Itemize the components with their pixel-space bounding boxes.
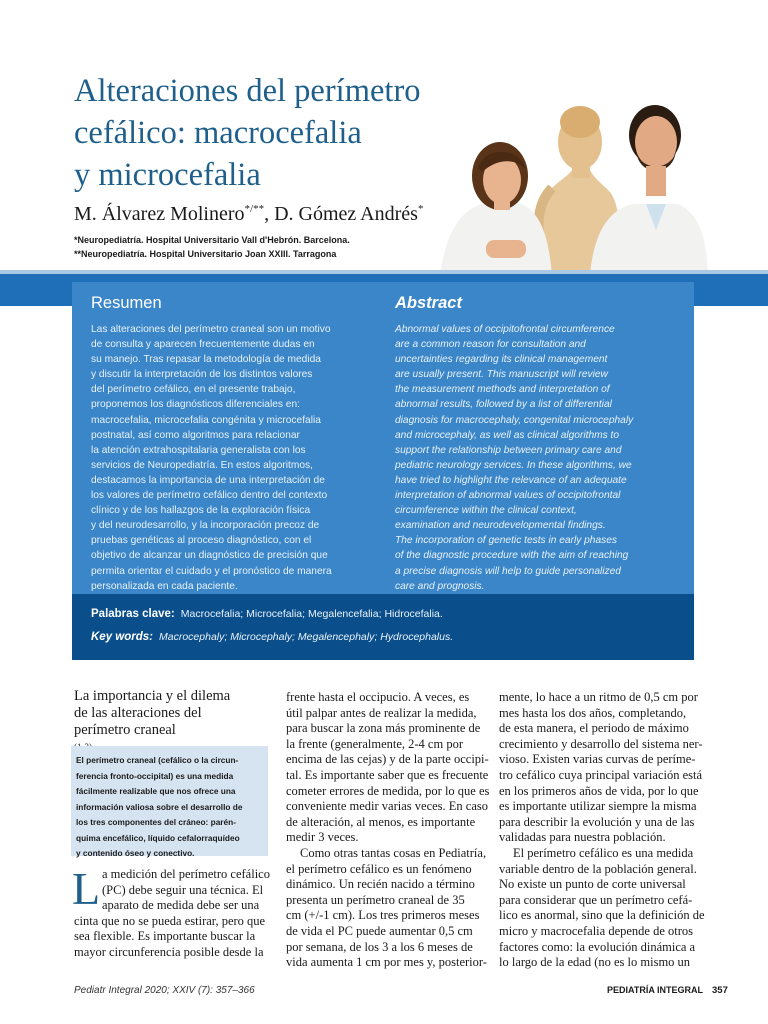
text-line: de alteración, al menos, es importante	[286, 814, 476, 829]
title-line: y microcefalia	[74, 157, 261, 193]
text-line: personalizada en cada paciente.	[91, 580, 238, 592]
text-line: conveniente medir varias veces. En caso	[286, 799, 488, 814]
text-line: medir 3 veces.	[286, 830, 359, 845]
text-line: la frente (generalmente, 2-4 cm por	[286, 736, 463, 751]
keywords-panel	[72, 594, 694, 660]
text-line: los tres componentes del cráneo: parén-	[76, 817, 236, 827]
text-line: vida aumenta 1 cm por mes y, posterior-	[286, 955, 487, 970]
text-line: micro y macrocefalia depende de otros	[499, 923, 694, 938]
text-line: presenta un perímetro craneal de 35	[286, 892, 465, 907]
text-line: por semana, de los 3 a los 6 meses de	[286, 939, 473, 954]
affiliation: *Neuropediatría. Hospital Universitario Vall d'Hebrón. Barcelona.	[74, 235, 350, 245]
text-line: variable dentro de la población general.	[499, 861, 697, 876]
text-line: su manejo. Tras repasar la metodología de medida	[91, 354, 321, 366]
text-line: Abnormal values of occipitofrontal circumference	[395, 324, 615, 335]
text-line: lico es anormal, sino que la definición de	[499, 908, 705, 923]
text-line: proponemos los diagnósticos diferenciales en:	[91, 399, 300, 411]
text-line: support the relationship between primary care and	[395, 444, 622, 456]
text-line: vioso. Existen varias curvas de períme-	[499, 752, 696, 767]
text-line: a medición del perímetro cefálico	[102, 867, 270, 881]
text-line: mayor circunferencia posible desde la	[74, 944, 264, 959]
text-line: la atención extrahospitalaria generalista con los	[91, 444, 306, 456]
body-column-3	[499, 690, 705, 971]
text-line: No existe un punto de corte universal	[499, 877, 686, 892]
text-line: para considerar que un perímetro cefá-	[499, 892, 693, 907]
text-line: fácilmente realizable que nos ofrece una	[76, 786, 236, 796]
text-line: los valores de perímetro cefálico dentro del contexto	[91, 490, 328, 502]
text-line: interpretation of abnormal values of occipitofrontal	[395, 490, 621, 502]
text-line: and microcephaly, as well as clinical algorithms to	[395, 429, 620, 441]
text-line: clínico y de los hallazgos de la exploración física	[91, 505, 311, 517]
text-line: de consulta y aparecen frecuentemente dudas en	[91, 339, 315, 351]
highlight-text	[76, 753, 242, 862]
keywords-en-text: Macrocephaly; Microcephaly; Megalencephaly; Hydrocephalus.	[159, 631, 454, 643]
text-line: cinta que no se pueda estirar, pero que	[74, 913, 266, 928]
text-line: lo largo de la edad (no es lo mismo un	[499, 955, 691, 970]
text-line: examination and neurodevelopmental findings.	[395, 520, 606, 532]
abstract-heading: Abstract	[395, 294, 462, 312]
text-line: tal. Es importante saber que es frecuente	[286, 767, 489, 782]
resumen-text	[91, 322, 332, 594]
text-line: de esta manera, el periodo de máximo	[499, 721, 689, 736]
text-line: The incorporation of genetic tests in early phases	[395, 535, 617, 547]
authors	[74, 203, 423, 226]
text-line: dinámico. Un recién nacido a término	[286, 877, 475, 892]
text-line: care and prognosis.	[395, 580, 485, 592]
article-title	[74, 70, 494, 196]
magazine-name: PEDIATRÍA INTEGRAL	[607, 985, 703, 995]
text-line: El perímetro craneal (cefálico o la circun-	[76, 755, 239, 765]
text-line: El perímetro cefálico es una medida	[513, 845, 694, 860]
text-line: y contenido óseo y conectivo.	[76, 848, 195, 858]
title-line: cefálico: macrocefalia	[74, 115, 362, 151]
text-line: para buscar la zona más prominente de	[286, 721, 481, 736]
heading-line: La importancia y el dilema	[74, 688, 231, 704]
text-line: have tried to highlight the relevance of an adequate	[395, 474, 627, 486]
text-line: are a common reason for consultation and	[395, 339, 586, 351]
resumen-heading: Resumen	[91, 294, 162, 312]
text-line: para describir la evolución y una de las	[499, 814, 695, 829]
text-line: aparato de medida debe ser una	[102, 898, 260, 913]
text-line: crecimiento y desarrollo del sistema ner-	[499, 736, 703, 751]
text-line: macrocefalia, microcefalia congénita y microcefalia	[91, 414, 321, 426]
text-line: quima encefálico, líquido cefalorraquídeo	[76, 832, 240, 843]
text-line: el perímetro cefálico es un fenómeno	[286, 861, 472, 876]
author-photo	[440, 80, 708, 275]
text-line: (PC) debe seguir una técnica. El	[102, 882, 264, 897]
text-line: objetivo de alcanzar un diagnóstico de precisión que	[91, 550, 328, 562]
drop-cap: L	[72, 863, 101, 914]
author-name: , D. Gómez Andrés	[264, 203, 418, 225]
text-line: factores como: la evolución dinámica a	[499, 939, 696, 954]
keywords-en	[91, 631, 453, 643]
title-line: Alteraciones del perímetro	[74, 73, 421, 109]
text-line: mente, lo hace a un ritmo de 0,5 cm por	[499, 690, 698, 704]
text-line: información valiosa sobre el desarrollo de	[76, 801, 243, 812]
body-column-1	[72, 863, 270, 961]
text-line: encima de las cejas) y de la parte occipi-	[286, 752, 489, 767]
text-line: y del neurodesarrollo, y la incorporación precoz de	[91, 520, 320, 532]
keywords-es-text: Macrocefalia; Microcefalia; Megalencefalia; Hidrocefalia.	[180, 608, 443, 620]
author-affiliation-mark: */**	[244, 203, 265, 215]
text-line: servicios de Neuropediatría. En estos algoritmos,	[91, 459, 313, 471]
citation-footer: Pediatr Integral 2020; XXIV (7): 357–366	[74, 985, 255, 996]
text-line: Como otras tantas cosas en Pediatría,	[300, 845, 487, 860]
author-affiliation-mark: *	[417, 203, 424, 215]
text-line: Las alteraciones del perímetro craneal son un motivo	[91, 324, 331, 335]
text-line: permita orientar el cuidado y el pronóstico de manera	[91, 565, 332, 577]
text-line: ferencia fronto-occipital) es una medida	[76, 770, 234, 781]
heading-line: de las alteraciones del	[74, 705, 202, 721]
text-line: tro cefálico cuya principal variación está	[499, 767, 703, 782]
text-line: of the diagnostic procedure with the aim of reaching	[395, 550, 629, 562]
text-line: cm (+/-1 cm). Los tres primeros meses	[286, 908, 480, 923]
heading-line: perímetro craneal	[74, 722, 176, 738]
text-line: en los primeros años de vida, por lo que	[499, 783, 699, 798]
text-line: pediatric neurology services. In these algorithms, we	[395, 459, 632, 471]
text-line: validadas para nuestra población.	[499, 830, 666, 845]
text-line: es importante utilizar siempre la misma	[499, 799, 697, 814]
text-line: útil palpar antes de realizar la medida,	[286, 705, 477, 720]
text-line: destacamos la importancia de una interpretación de	[91, 474, 325, 486]
text-line: are usually present. This manuscript will review	[395, 369, 608, 381]
page-number: 357	[712, 985, 728, 996]
keywords-en-label: Key words:	[91, 631, 153, 643]
keywords-es	[91, 608, 443, 620]
affiliation: **Neuropediatría. Hospital Universitario Joan XXIII. Tarragona	[74, 249, 337, 259]
text-line: the measurement methods and interpretation of	[395, 384, 610, 396]
text-line: pruebas genéticas al proceso diagnóstico, con el	[91, 535, 312, 547]
text-line: del perímetro cefálico, en el presente trabajo,	[91, 384, 296, 396]
text-line: postnatal, así como algoritmos para relacionar	[91, 429, 300, 441]
text-line: a precise diagnosis will help to guide personalized	[395, 565, 621, 577]
text-line: de vida el PC puede aumentar 0,5 cm	[286, 923, 473, 938]
keywords-es-label: Palabras clave:	[91, 608, 175, 620]
text-line: diagnosis for macrocephaly, congenital microcephaly	[395, 414, 634, 426]
text-line: circumference within the clinical context,	[395, 505, 577, 517]
text-line: frente hasta el occipucio. A veces, es	[286, 690, 470, 704]
text-line: y discutir la interpretación de los distintos valores	[91, 369, 313, 381]
text-line: uncertainties regarding its clinical management	[395, 354, 608, 366]
text-line: mes hasta los dos años, completando,	[499, 705, 687, 720]
author-name: M. Álvarez Molinero	[74, 203, 245, 225]
text-line: abnormal results, followed by a list of differential	[395, 399, 612, 411]
text-line: sea flexible. Es importante buscar la	[74, 929, 256, 944]
text-line: cometer errores de medida, por lo que es	[286, 783, 490, 798]
abstract-text	[395, 322, 633, 594]
body-column-2	[286, 690, 489, 971]
